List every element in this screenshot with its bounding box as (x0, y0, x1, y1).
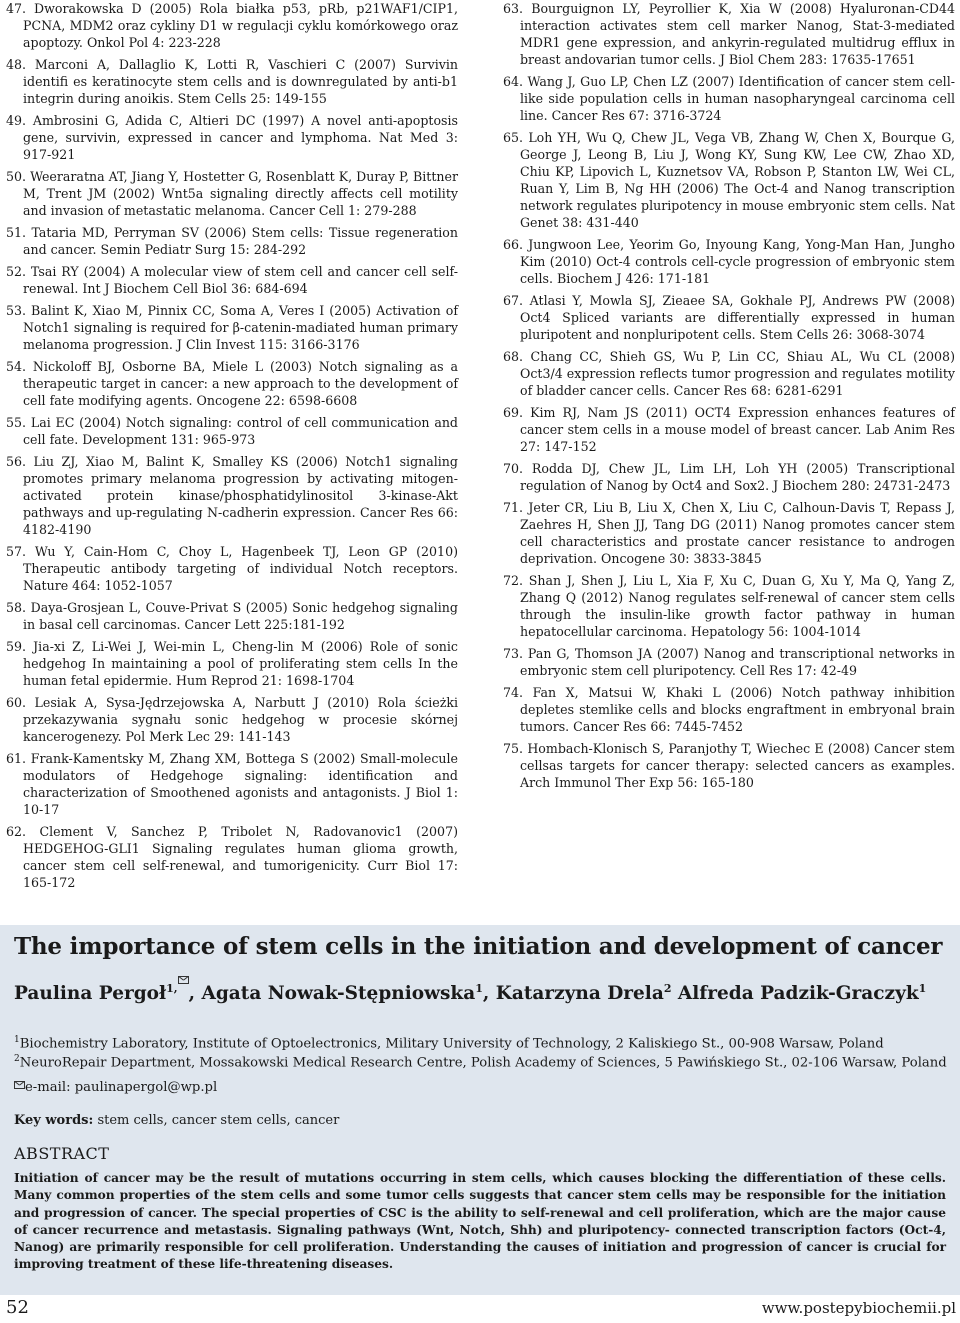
keywords-text: stem cells, cancer stem cells, cancer (97, 1113, 340, 1128)
author-affiliation-mark: 1 (918, 982, 927, 995)
reference-item (503, 73, 955, 124)
reference-text: Jeter CR, Liu B, Liu X, Chen X, Liu C, Calhoun-Davis T, Repass J, Zaehres H, Shen JJ, Tang DG (2011) Nanog promotes cancer stem cell characteristics and prostate cancer resistance to androgen deprivation. Oncogene 30: 3833-3845 (520, 500, 955, 566)
affiliation-mark: 2 (14, 1054, 20, 1064)
reference-item (503, 348, 955, 399)
page-number: 52 (6, 1297, 29, 1318)
envelope-icon (178, 976, 189, 984)
reference-number: 69. (503, 405, 524, 420)
reference-item (6, 358, 458, 409)
reference-text: Kim RJ, Nam JS (2011) OCT4 Expression enhances features of cancer stem cells in a mouse model of breast cancer. Lab Anim Res 27: 147-152 (520, 405, 955, 454)
reference-number: 49. (6, 113, 27, 128)
reference-text: Dworakowska D (2005) Rola białka p53, pRb, p21WAF1/CIP1, PCNA, MDM2 oraz cykliny D1 w regulacji cyklu komórkowego oraz apoptozy. Onkol Pol 4: 223-228 (23, 1, 458, 50)
reference-number: 48. (6, 57, 27, 72)
reference-number: 61. (6, 751, 27, 766)
reference-number: 59. (6, 639, 27, 654)
reference-text: Frank-Kamentsky M, Zhang XM, Bottega S (2002) Small-molecule modulators of Hedgehoge signaling: identification and characterization of Smoothened agonists and antagonists. J Biol 1: 10-17 (23, 751, 458, 817)
affiliation-2 (14, 1054, 947, 1070)
reference-item (6, 599, 458, 633)
reference-text: Wu Y, Cain-Hom C, Choy L, Hagenbeek TJ, Leon GP (2010) Therapeutic antibody targeting of individual Notch receptors. Nature 464: 1052-1057 (23, 544, 458, 593)
references-right-column (503, 0, 955, 796)
reference-item (6, 823, 458, 891)
affiliation-text: Biochemistry Laboratory, Institute of Optoelectronics, Military University of Technology, 2 Kaliskiego St., 00-908 Warsaw, Poland (19, 1036, 884, 1052)
reference-number: 72. (503, 573, 524, 588)
reference-number: 68. (503, 349, 524, 364)
reference-text: Clement V, Sanchez P, Tribolet N, Radovanovic1 (2007) HEDGEHOG-GLI1 Signaling regulates human glioma growth, cancer stem cell self-renewal, and tumorigenicity. Curr Biol 17: 165-172 (23, 824, 458, 890)
reference-number: 55. (6, 415, 27, 430)
reference-number: 67. (503, 293, 524, 308)
reference-text: Nickoloff BJ, Osborne BA, Miele L (2003) Notch signaling as a therapeutic target in cancer: a new approach to the development of cell fate modifying agents. Oncogene 22: 6598-6608 (23, 359, 458, 408)
reference-number: 52. (6, 264, 27, 279)
envelope-icon (14, 1081, 25, 1089)
reference-item (503, 740, 955, 791)
reference-item (503, 645, 955, 679)
reference-number: 63. (503, 1, 524, 16)
reference-number: 58. (6, 600, 27, 615)
email-line (14, 1080, 217, 1095)
reference-item (6, 112, 458, 163)
email-text: e-mail: paulinapergol@wp.pl (25, 1080, 218, 1095)
reference-number: 50. (6, 169, 27, 184)
reference-item (6, 224, 458, 258)
author-affiliation-mark: 2 (663, 982, 672, 995)
journal-url: www.postepybiochemii.pl (761, 1299, 956, 1317)
reference-number: 73. (503, 646, 524, 661)
reference-text: Ambrosini G, Adida C, Altieri DC (1997) A novel anti-apoptosis gene, survivin, expressed in cancer and lymphoma. Nat Med 3: 917-921 (23, 113, 458, 162)
reference-text: Lesiak A, Sysa-Jędrzejowska A, Narbutt J (2010) Rola ścieżki przekazywania sygnału sonic hedgehog w procesie skórnej kancerogenezy. Pol Merk Lec 29: 141-143 (23, 695, 458, 744)
author-name: , Agata Nowak-Stępniowska (188, 983, 476, 1005)
reference-item (503, 236, 955, 287)
reference-number: 64. (503, 74, 524, 89)
reference-item (6, 694, 458, 745)
reference-text: Liu ZJ, Xiao M, Balint K, Smalley KS (2006) Notch1 signaling promotes primary melanoma progression by activating mitogen-activated protein kinase/phosphatidylinositol 3-kinase-Akt pathways and up-regulating N-cadherin expression. Cancer Res 66: 4182-4190 (23, 454, 458, 537)
reference-item (503, 572, 955, 640)
reference-item (6, 638, 458, 689)
reference-text: Balint K, Xiao M, Pinnix CC, Soma A, Veres I (2005) Activation of Notch1 signaling is required for β-catenin-madiated human primary melanoma progression. J Clin Invest 115: 3166-3176 (23, 303, 458, 352)
reference-item (503, 499, 955, 567)
reference-text: Rodda DJ, Chew JL, Lim LH, Loh YH (2005) Transcriptional regulation of Nanog by Oct4 and Sox2. J Biochem 280: 24731-2473 (520, 461, 955, 493)
reference-text: Wang J, Guo LP, Chen LZ (2007) Identification of cancer stem cell-like side population cells in human nasopharyngeal carcinoma cell line. Cancer Res 67: 3716-3724 (520, 74, 955, 123)
reference-item (503, 0, 955, 68)
author-name: Alfreda Padzik-Graczyk (671, 983, 919, 1005)
reference-item (503, 684, 955, 735)
author-name: , Katarzyna Drela (482, 983, 664, 1005)
reference-text: Pan G, Thomson JA (2007) Nanog and transcriptional networks in embryonic stem cell pluripotency. Cell Res 17: 42-49 (520, 646, 955, 678)
article-header-box (0, 925, 960, 1295)
reference-text: Tsai RY (2004) A molecular view of stem cell and cancer cell self-renewal. Int J Biochem Cell Biol 36: 684-694 (23, 264, 458, 296)
reference-item (6, 168, 458, 219)
abstract-heading: ABSTRACT (14, 1144, 110, 1163)
reference-text: Daya-Grosjean L, Couve-Privat S (2005) Sonic hedgehog signaling in basal cell carcinomas. Cancer Lett 225:181-192 (23, 600, 458, 632)
reference-number: 47. (6, 1, 27, 16)
reference-text: Hombach-Klonisch S, Paranjothy T, Wiechec E (2008) Cancer stem cellsas targets for cancer therapy: selected cancers as examples. Arch Immunol Ther Exp 56: 165-180 (520, 741, 955, 790)
affiliation-mark: 1 (14, 1035, 20, 1045)
author-affiliation-mark: 1 (475, 982, 483, 995)
reference-item (503, 129, 955, 231)
reference-number: 71. (503, 500, 524, 515)
reference-item (6, 0, 458, 51)
reference-item (503, 292, 955, 343)
reference-item (6, 302, 458, 353)
reference-text: Lai EC (2004) Notch signaling: control of cell communication and cell fate. Development 131: 965-973 (23, 415, 458, 447)
reference-number: 57. (6, 544, 27, 559)
reference-text: Shan J, Shen J, Liu L, Xia F, Xu C, Duan G, Xu Y, Ma Q, Yang Z, Zhang Q (2012) Nanog regulates self-renewal of cancer stem cells through the insulin-like growth factor pathway in human hepatocellular carcinoma. Hepatology 56: 1004-1014 (520, 573, 955, 639)
reference-text: Jungwoon Lee, Yeorim Go, Inyoung Kang, Yong-Man Han, Jungho Kim (2010) Oct-4 controls cell-cycle progression of embryonic stem cells. Biochem J 426: 171-181 (520, 237, 955, 286)
reference-number: 65. (503, 130, 524, 145)
reference-item (6, 414, 458, 448)
reference-item (6, 543, 458, 594)
abstract-text: Initiation of cancer may be the result of mutations occurring in stem cells, which causes blocking the differentiation of these cells. Many common properties of the stem cells and some tumor cells suggests that cancer stem cells may be responsible for the initiation and progression of cancer. The special properties of CSC is the ability to self-renewal and cell proliferation, which are the major cause of cancer recurrence and metastasis. Signaling pathways (Wnt, Notch, Shh) and pluripotency- connected transcription factors (Oct-4, Nanog) are primarily responsible for cell proliferation. Understanding the causes of initiation and progression of cancer is crucial for improving treatment of these life-threatening diseases. (14, 1171, 946, 1272)
keywords-line (14, 1113, 339, 1128)
affiliation-text: NeuroRepair Department, Mossakowski Medical Research Centre, Polish Academy of Sciences, 5 Pawińskiego St., 02-106 Warsaw, Poland (19, 1055, 947, 1071)
reference-item (6, 263, 458, 297)
reference-item (6, 750, 458, 818)
author-name: Paulina Pergoł (14, 983, 167, 1005)
reference-number: 60. (6, 695, 27, 710)
reference-number: 56. (6, 454, 27, 469)
reference-text: Marconi A, Dallaglio K, Lotti R, Vaschieri C (2007) Survivin identifi es keratinocyte stem cells and is downregulated by anti-b1 integrin during anoikis. Stem Cells 25: 149-155 (23, 57, 458, 106)
reference-item (6, 453, 458, 538)
reference-item (6, 56, 458, 107)
reference-item (503, 404, 955, 455)
reference-number: 75. (503, 741, 524, 756)
reference-number: 51. (6, 225, 27, 240)
reference-text: Weeraratna AT, Jiang Y, Hostetter G, Rosenblatt K, Duray P, Bittner M, Trent JM (2002) Wnt5a signaling directly affects cell motility and invasion of metastatic melanoma. Cancer Cell 1: 279-288 (23, 169, 458, 218)
reference-text: Chang CC, Shieh GS, Wu P, Lin CC, Shiau AL, Wu CL (2008) Oct3/4 expression reflects tumor progression and regulates motility of bladder cancer cells. Cancer Res 68: 6281-6291 (520, 349, 955, 398)
reference-number: 53. (6, 303, 27, 318)
references-left-column (6, 0, 458, 896)
reference-text: Jia-xi Z, Li-Wei J, Wei-min L, Cheng-lin M (2006) Role of sonic hedgehog In maintaining a pool of proliferating stem cells In the human fetal epidermie. Hum Reprod 21: 1698-1704 (23, 639, 458, 688)
keywords-label: Key words: (14, 1113, 94, 1128)
article-title: The importance of stem cells in the initiation and development of cancer (14, 933, 943, 960)
reference-text: Atlasi Y, Mowla SJ, Zieaee SA, Gokhale PJ, Andrews PW (2008) Oct4 Spliced variants are differentially expressed in human pluripotent and nonpluripotent cells. Stem Cells 26: 3068-3074 (520, 293, 955, 342)
reference-text: Fan X, Matsui W, Khaki L (2006) Notch pathway inhibition depletes stemlike cells and blocks engraftment in embryonal brain tumors. Cancer Res 66: 7445-7452 (520, 685, 956, 734)
reference-text: Tataria MD, Perryman SV (2006) Stem cells: Tissue regeneration and cancer. Semin Pediatr Surg 15: 284-292 (23, 225, 458, 257)
reference-item (503, 460, 955, 494)
affiliation-1 (14, 1035, 884, 1051)
reference-number: 62. (6, 824, 27, 839)
author-affiliation-mark: 1, (166, 982, 178, 995)
reference-text: Loh YH, Wu Q, Chew JL, Vega VB, Zhang W, Chen X, Bourque G, George J, Leong B, Liu J, Wong KY, Sung KW, Lee CW, Zhao XD, Chiu KP, Lipovich L, Kuznetsov VA, Robson P, Stanton LW, Wei CL, Ruan Y, Lim B, Ng HH (2006) The Oct-4 and Nanog transcription network regulates pluripotency in mouse embryonic stem cells. Nat Genet 38: 431-440 (520, 130, 955, 230)
reference-number: 66. (503, 237, 524, 252)
author-list (14, 982, 926, 1004)
reference-number: 74. (503, 685, 524, 700)
reference-number: 54. (6, 359, 27, 374)
reference-text: Bourguignon LY, Peyrollier K, Xia W (2008) Hyaluronan-CD44 interaction activates stem cell marker Nanog, Stat-3-mediated MDR1 gene expression, and ankyrin-regulated multidrug efflux in breast andovarian tumor cells. J Biol Chem 283: 17635-17651 (520, 1, 955, 67)
reference-number: 70. (503, 461, 524, 476)
